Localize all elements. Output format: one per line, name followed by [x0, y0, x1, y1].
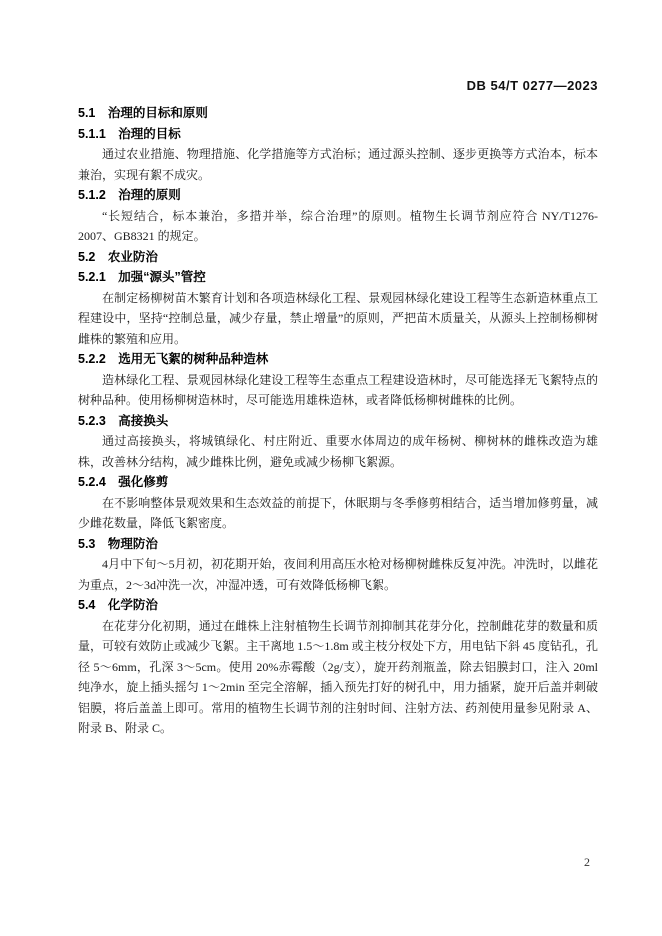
- standard-code: DB 54/T 0277—2023: [466, 78, 598, 93]
- section-heading-5-1: 5.1 治理的目标和原则: [78, 106, 208, 120]
- section-heading-5-4: 5.4 化学防治: [78, 598, 158, 612]
- paragraph: 在制定杨柳树苗木繁育计划和各项造林绿化工程、景观园林绿化建设工程等生态新造林重点工程建设中，坚持“控制总量，减少存量，禁止增量”的原则，严把苗木质量关，从源头上控制杨柳树雌株的繁殖和应用。: [78, 290, 598, 346]
- section-heading-5-1-2: 5.1.2 治理的原则: [78, 188, 181, 202]
- paragraph: 造林绿化工程、景观园林绿化建设工程等生态重点工程建设造林时，尽可能选择无飞絮特点的树种品种。使用杨柳树造林时，尽可能选用雄株造林，或者降低杨柳树雌株的比例。: [78, 372, 598, 407]
- document-content: [78, 103, 598, 739]
- paragraph: “长短结合，标本兼治，多措并举，综合治理”的原则。植物生长调节剂应符合 NY/T1276-2007、GB8321 的规定。: [78, 208, 598, 243]
- section-heading-5-2-4: 5.2.4 强化修剪: [78, 475, 169, 489]
- section-heading-5-2-2: 5.2.2 选用无飞絮的树种品种造林: [78, 352, 269, 366]
- section-heading-5-3: 5.3 物理防治: [78, 536, 158, 551]
- paragraph: 通过高接换头，将城镇绿化、村庄附近、重要水体周边的成年杨树、柳树林的雌株改造为雄株，改善林分结构，减少雌株比例，避免或减少杨柳飞絮源。: [78, 434, 598, 469]
- section-heading-5-2-3: 5.2.3 高接换头: [78, 413, 169, 428]
- section-heading-5-2: 5.2 农业防治: [78, 249, 158, 264]
- section-heading-5-2-1: 5.2.1 加强“源头”管控: [78, 270, 206, 284]
- paragraph: 在不影响整体景观效果和生态效益的前提下，休眠期与冬季修剪相结合，适当增加修剪量，减少雌花数量，降低飞絮密度。: [78, 495, 598, 530]
- section-heading-5-1-1: 5.1.1 治理的目标: [78, 126, 181, 141]
- page-number: 2: [584, 855, 590, 869]
- paragraph: 通过农业措施、物理措施、化学措施等方式治标；通过源头控制、逐步更换等方式治本，标本兼治，实现有絮不成灾。: [78, 147, 598, 182]
- paragraph: 在花芽分化初期，通过在雌株上注射植物生长调节剂抑制其花芽分化，控制雌花芽的数量和质量，可较有效防止或减少飞絮。主干离地 1.5～1.8m 或主枝分杈处下方，用电钻下斜 45 度钻孔，孔径 5～6mm，孔深 3～5cm。使用 20%赤霉酸（2g/支），旋开药剂瓶盖，除去铝膜封口，注入 20ml 纯净水，旋上插头摇匀 1～2min 至完全溶解，插入预先打好的树孔中，用力插紧，旋开后盖并刺破铝膜，将后盖盖上即可。常用的植物生长调节剂的注射时间、注射方法、药剂使用量参见附录 A、附录 B、附录 C。: [78, 618, 598, 735]
- paragraph: 4月中下旬～5月初，初花期开始，夜间利用高压水枪对杨柳树雌株反复冲洗。冲洗时，以雌花为重点，2～3d冲洗一次，冲湿冲透，可有效降低杨柳飞絮。: [78, 557, 598, 592]
